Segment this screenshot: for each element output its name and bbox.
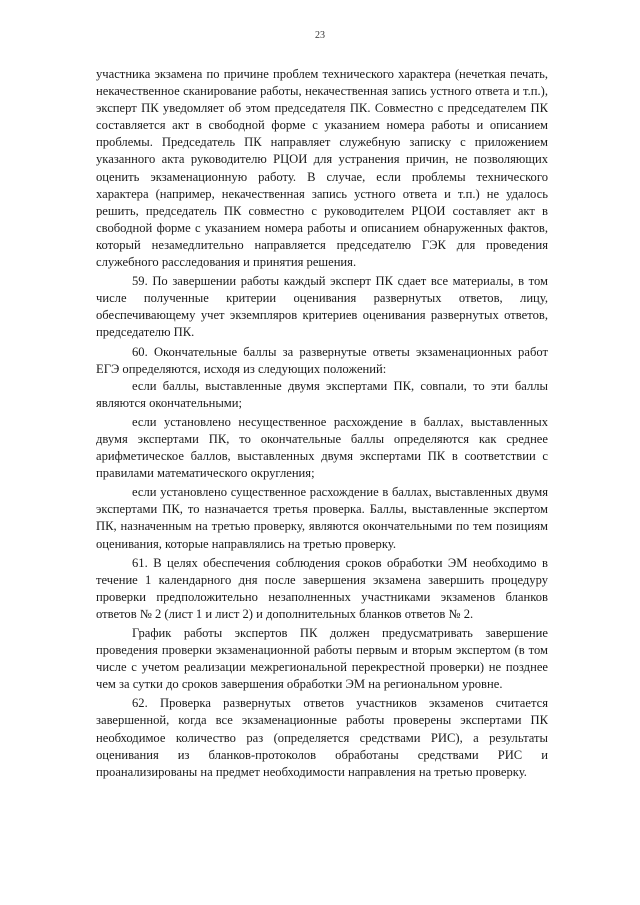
paragraph-continuation: участника экзамена по причине проблем технического характера (нечеткая печать, некачественное сканирование работы, некачественная запись устного ответа и т.п.), эксперт ПК уведомляет об этом председателя ПК. Совместно с председателем ПК составляется акт в свободной форме с указанием номера работы и описанием проблемы. Председатель ПК направляет служебную записку с приложением указанного акта руководителю РЦОИ для устранения причин, не позволяющих оценить экзаменационную работу. В случае, если проблемы технического характера (например, некачественная запись устного ответа и т.п.) не удалось решить, председатель ПК совместно с руководителем РЦОИ составляет акт в свободной форме с указанием номера работы и описанием обнаруженных фактов, который незамедлительно направляется председателю ГЭК для проведения служебного расследования и принятия решения. <box>96 67 548 270</box>
paragraph-61-schedule: График работы экспертов ПК должен предусматривать завершение проведения проверки экзаменационной работы первым и вторым экспертом (в том числе с учетом реализации межрегиональной перекрестной проверки) не позднее чем за сутки до сроков завершения обработки ЭМ на региональном уровне. <box>96 626 548 692</box>
paragraph-61: 61. В целях обеспечения соблюдения сроков обработки ЭМ необходимо в течение 1 календарного дня после завершения экзамена завершить процедуру проверки предположительно незаполненных участниками экзаменов бланков ответов № 2 (лист 1 и лист 2) и дополнительных бланков ответов № 2. <box>96 555 548 621</box>
paragraph-60-item-1: если баллы, выставленные двумя экспертами ПК, совпали, то эти баллы являются окончательными; <box>96 378 548 410</box>
paragraph-60-item-2: если установлено несущественное расхождение в баллах, выставленных двумя экспертами ПК, то окончательные баллы определяются как среднее арифметическое баллов, выставленных двумя экспертами ПК в соответствии с правилами математического округления; <box>96 414 548 481</box>
paragraph-60-item-3: если установлено существенное расхождение в баллах, выставленных двумя экспертами ПК, то назначается третья проверка. Баллы, выставленные экспертом ПК, назначенным на третью проверку, являются окончательными по тем позициям оценивания, которые направлялись на третью проверку. <box>96 485 548 551</box>
paragraph-62: 62. Проверка развернутых ответов участников экзаменов считается завершенной, когда все экзаменационные работы проверены экспертами ПК необходимое количество раз (определяется средствами РИС), а результаты оценивания из бланков-протоколов обработаны средствами РИС и проанализированы на предмет необходимости направления на третью проверку. <box>96 696 548 779</box>
page-number: 23 <box>315 30 325 41</box>
paragraph-60: 60. Окончательные баллы за развернутые ответы экзаменационных работ ЕГЭ определяются, исходя из следующих положений: <box>96 344 548 376</box>
document-body <box>96 66 548 781</box>
paragraph-59: 59. По завершении работы каждый эксперт ПК сдает все материалы, в том числе полученные критерии оценивания развернутых ответов, лицу, обеспечивающему учет экземпляров критериев оценивания развернутых ответов, председателю ПК. <box>96 274 548 340</box>
